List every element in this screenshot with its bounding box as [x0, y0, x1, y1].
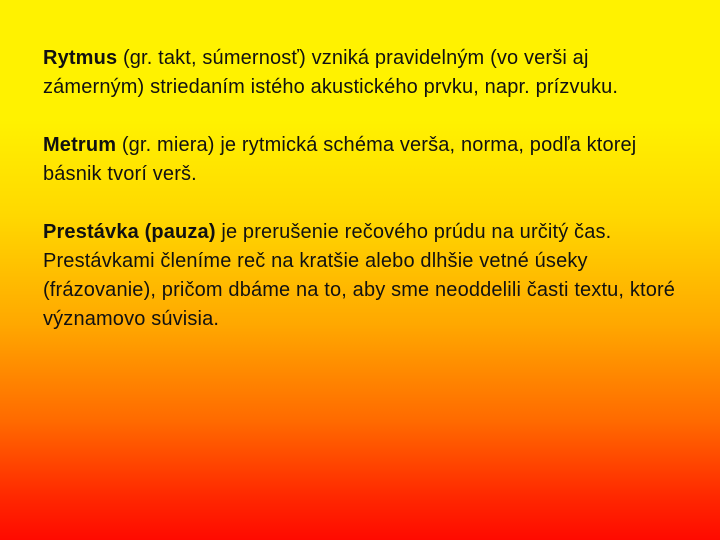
term-prestavka: Prestávka (pauza) [43, 221, 216, 243]
definition-rytmus: (gr. takt, súmernosť) vzniká pravidelným (vo verši aj zámerným) striedaním istého akustického prvku, napr. prízvuku. [43, 47, 619, 98]
definition-prestavka: je prerušenie rečového prúdu na určitý čas. Prestávkami členíme reč na kratšie alebo dlhšie vetné úseky (frázovanie), pričom dbáme na to, aby sme neoddelili časti textu, ktoré významovo súvisia. [43, 221, 676, 330]
paragraph-rytmus [43, 44, 693, 102]
paragraph-metrum [43, 131, 693, 189]
slide-content [43, 44, 693, 363]
term-rytmus: Rytmus [43, 47, 118, 69]
definition-metrum: (gr. miera) je rytmická schéma verša, norma, podľa ktorej básnik tvorí verš. [43, 134, 637, 185]
paragraph-prestavka [43, 218, 693, 334]
term-metrum: Metrum [43, 134, 117, 156]
